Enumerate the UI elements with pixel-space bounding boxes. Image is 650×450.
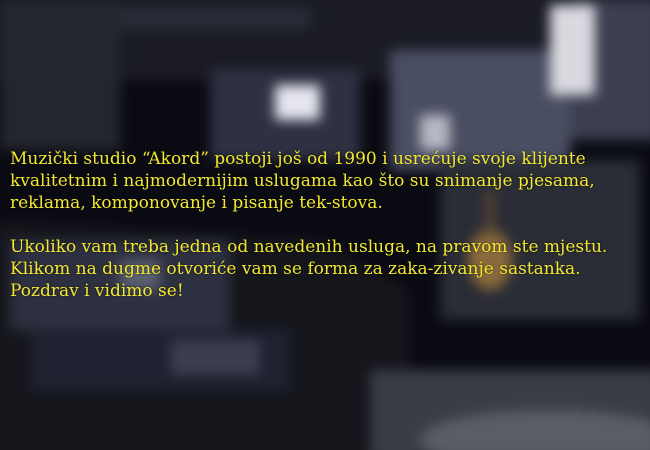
intro-paragraph-3: Pozdrav i vidimo se! [10, 281, 184, 301]
intro-paragraph-1: Muzički studio “Akord” postoji još od 1990 i usrećuje svoje klijente kvalitetnim i najmodernijim uslugama kao što su snimanje pjesama, reklama, komponovanje i pisanje tek-stova. [10, 149, 595, 213]
intro-paragraph-2: Ukoliko vam treba jedna od navedenih usluga, na pravom ste mjestu. Klikom na dugme otvoriće vam se forma za zaka-zivanje sastanka. [10, 237, 608, 279]
studio-intro-text [10, 148, 610, 302]
